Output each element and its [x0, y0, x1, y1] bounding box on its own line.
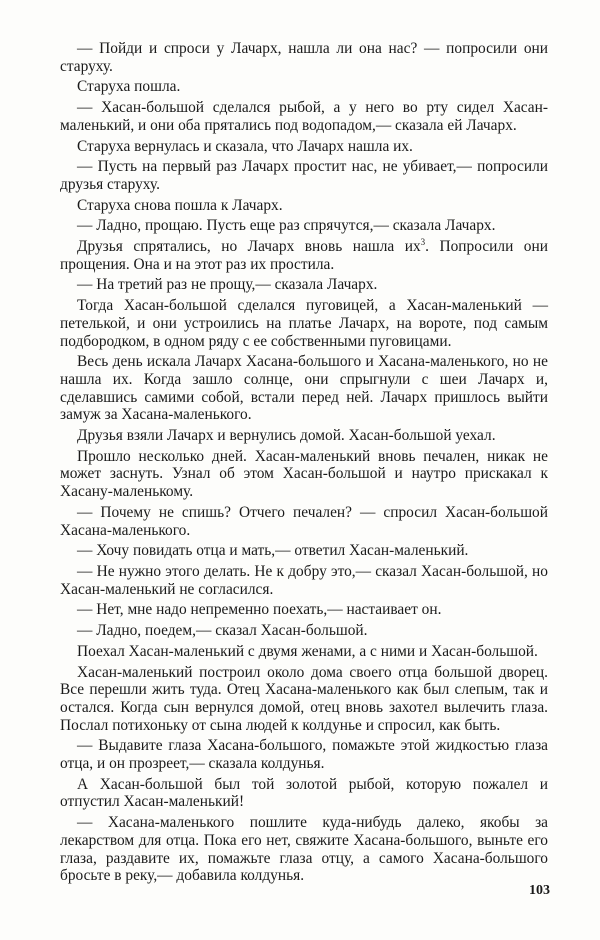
- paragraph-10: Тогда Хасан-большой сделался пуговицей, а Хасан-маленький — петелькой, и они устроились на платье Лачарх, на вороте, под самым подбородком, в одном ряду с ее собственными пуговицами.: [60, 297, 548, 350]
- paragraph-5: — Пусть на первый раз Лачарх простит нас, не убивает,— попросили друзья старуху.: [60, 158, 548, 193]
- page-body-text: [60, 40, 548, 885]
- paragraph-19: Поехал Хасан-маленький с двумя женами, а с ними и Хасан-большой.: [77, 642, 538, 660]
- paragraph-6: Старуха снова пошла к Лачарх.: [77, 196, 283, 214]
- paragraph-12: Друзья взяли Лачарх и вернулись домой. Хасан-большой уехал.: [77, 427, 496, 445]
- paragraph-8-text: Друзья спрятались, но Лачарх вновь нашла их: [77, 238, 421, 256]
- paragraph-18: — Ладно, поедем,— сказал Хасан-большой.: [77, 622, 368, 640]
- footnote-reference[interactable]: 3: [420, 236, 426, 247]
- paragraph-22: А Хасан-большой был той золотой рыбой, которую пожалел и отпустил Хасан-маленький!: [60, 775, 548, 811]
- paragraph-4: Старуха вернулась и сказала, что Лачарх нашла их.: [77, 137, 413, 155]
- paragraph-11: Весь день искала Лачарх Хасана-большого и Хасана-маленького, но не нашла их. Когда зашло солнце, они спрыгнули с шеи Лачарх и, сделавшись самими собой, встали перед ней. Лачарх пришлось выйти замуж за Хасана-маленького.: [60, 353, 548, 424]
- paragraph-20: Хасан-маленький построил около дома своего отца большой дворец. Все перешли жить туда. Отец Хасана-маленького как был слепым, так и остался. Когда сын вернулся домой, отец вновь захотел вылечить глаза. Послал потихоньку от сына людей к колдунье и спросил, как быть.: [60, 663, 548, 734]
- paragraph-9: — На третий раз не прощу,— сказала Лачарх.: [77, 276, 378, 294]
- paragraph-13: Прошло несколько дней. Хасан-маленький вновь печален, никак не может заснуть. Узнал об этом Хасан-большой и наутро прискакал к Хасану-маленькому.: [60, 447, 548, 501]
- paragraph-7: — Ладно, прощаю. Пусть еще раз спрячутся,— сказала Лачарх.: [77, 217, 496, 235]
- paragraph-21: — Выдавите глаза Хасана-большого, помажьте этой жидкостью глаза отца, и он прозреет,— сказала колдунья.: [60, 737, 548, 773]
- paragraph-16: — Не нужно этого делать. Не к добру это,— сказал Хасан-большой, но Хасан-маленький не согласился.: [60, 562, 548, 598]
- paragraph-14: — Почему не спишь? Отчего печален? — спросил Хасан-большой Хасана-маленького.: [60, 503, 548, 539]
- paragraph-23: — Хасана-маленького пошлите куда-нибудь далеко, якобы за лекарством для отца. Пока его нет, свяжите Хасана-большого, выньте его глаза, раздавите их, помажьте глаза отцу, а самого Хасана-большого бросьте в реку,— добавила колдунья.: [60, 814, 548, 885]
- paragraph-8: [60, 238, 548, 273]
- paragraph-2: Старуха пошла.: [77, 78, 181, 96]
- paragraph-17: — Нет, мне надо непременно поехать,— настаивает он.: [77, 601, 442, 619]
- paragraph-1: — Пойди и спроси у Лачарх, нашла ли она нас? — попросили они старуху.: [60, 40, 548, 75]
- paragraph-3: — Хасан-большой сделался рыбой, а у него во рту сидел Хасан-маленький, и они оба прятались под водопадом,— сказала ей Лачарх.: [60, 99, 548, 134]
- page-number: 103: [529, 883, 550, 898]
- paragraph-15: — Хочу повидать отца и мать,— ответил Хасан-маленький.: [77, 542, 469, 560]
- paragraph-8-tail: . Попросили они прощения. Она и на этот раз их простила.: [60, 238, 548, 273]
